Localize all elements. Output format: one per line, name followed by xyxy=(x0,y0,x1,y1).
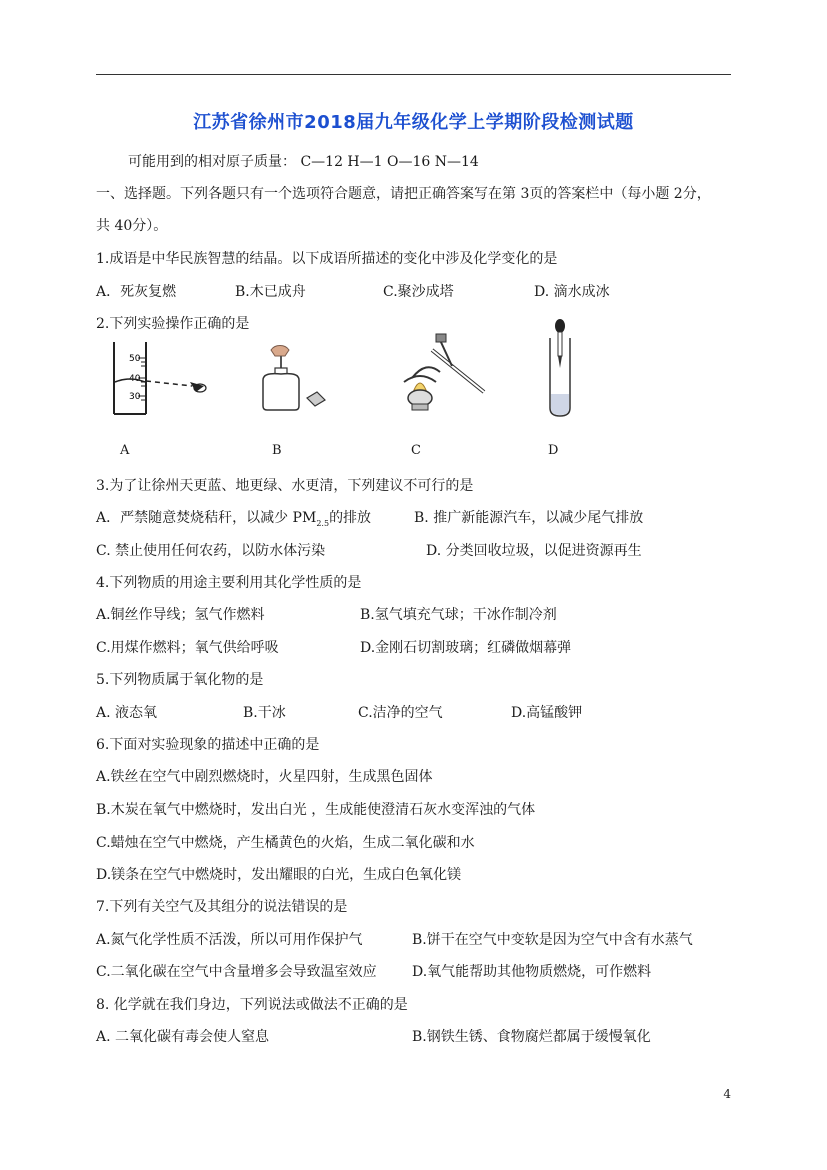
question-stem: 2.下列实验操作正确的是 xyxy=(96,316,250,332)
page-title: 江苏省徐州市2018届九年级化学上学期阶段检测试题 xyxy=(193,112,634,133)
question-stem: 1.成语是中华民族智慧的结晶。以下成语所描述的变化中涉及化学变化的是 xyxy=(96,251,558,267)
figure-label-b: B xyxy=(272,443,282,458)
option-d: D. 滴水成冰 xyxy=(534,284,610,300)
dropper-figure xyxy=(540,318,580,418)
section-instructions-cont: 共 40分）。 xyxy=(96,218,168,234)
question-stem: 5.下列物质属于氧化物的是 xyxy=(96,672,264,688)
figure-label-a: A xyxy=(120,443,130,458)
page-number: 4 xyxy=(723,1087,731,1101)
option-d: D.金刚石切割玻璃；红磷做烟幕弹 xyxy=(360,640,572,656)
option-d: D.氧气能帮助其他物质燃烧，可作燃料 xyxy=(412,964,652,980)
alcohol-lamp-figure xyxy=(255,342,335,414)
option-d: D. 分类回收垃圾，以促进资源再生 xyxy=(426,543,642,559)
option-b: B.氢气填充气球；干冰作制冷剂 xyxy=(360,607,557,623)
question-stem: 8. 化学就在我们身边，下列说法或做法不正确的是 xyxy=(96,997,408,1013)
atomic-mass-line: 可能用到的相对原子质量： C—12 H—1 O—16 N—14 xyxy=(128,154,479,170)
option-a: A.铜丝作导线；氢气作燃料 xyxy=(96,607,265,623)
option-b: B. 推广新能源汽车，以减少尾气排放 xyxy=(414,510,644,526)
option-a: A. 二氧化碳有毒会使人窒息 xyxy=(96,1029,270,1045)
figure-label-d: D xyxy=(548,443,559,458)
option-c: C. 禁止使用任何农药，以防水体污染 xyxy=(96,543,326,559)
header-rule xyxy=(96,74,731,75)
figure-label-c: C xyxy=(411,443,421,458)
question-stem: 6.下面对实验现象的描述中正确的是 xyxy=(96,737,320,753)
option-c: C.洁净的空气 xyxy=(358,705,443,721)
option-c: C.二氧化碳在空气中含量增多会导致温室效应 xyxy=(96,964,377,980)
option-d: D.高锰酸钾 xyxy=(511,705,583,721)
option-a: A.氮气化学性质不活泼，所以可用作保护气 xyxy=(96,932,363,948)
option-a: A．严禁随意焚烧秸秆，以减少 $PM_{2.5}$的排放 xyxy=(96,510,372,528)
tick-label-40: 40 xyxy=(129,374,141,384)
section-instructions: 一、选择题。下列各题只有一个选项符合题意，请把正确答案写在第 3页的答案栏中（每小题 2分， xyxy=(96,186,711,202)
option-a: A．死灰复燃 xyxy=(96,284,177,300)
option-b: B.饼干在空气中变软是因为空气中含有水蒸气 xyxy=(412,932,693,948)
tick-label-50: 50 xyxy=(129,354,141,364)
option-c: C.聚沙成塔 xyxy=(383,284,454,300)
option-c: C.用煤作燃料；氧气供给呼吸 xyxy=(96,640,279,656)
option-a: A. 液态氧 xyxy=(96,705,158,721)
test-tube-heating-figure xyxy=(390,320,490,412)
option-c: C.蜡烛在空气中燃烧，产生橘黄色的火焰，生成二氧化碳和水 xyxy=(96,835,475,851)
question-stem: 4.下列物质的用途主要利用其化学性质的是 xyxy=(96,575,362,591)
option-d: D.镁条在空气中燃烧时，发出耀眼的白光，生成白色氧化镁 xyxy=(96,867,462,883)
tick-label-30: 30 xyxy=(129,392,141,402)
option-b: B.木已成舟 xyxy=(235,284,306,300)
option-b: B.干冰 xyxy=(243,705,286,721)
option-a: A.铁丝在空气中剧烈燃烧时，火星四射，生成黑色固体 xyxy=(96,769,433,785)
option-b: B.钢铁生锈、食物腐烂都属于缓慢氧化 xyxy=(412,1029,651,1045)
question-stem: 3.为了让徐州天更蓝、地更绿、水更清，下列建议不可行的是 xyxy=(96,478,474,494)
question-stem: 7.下列有关空气及其组分的说法错误的是 xyxy=(96,899,348,915)
option-b: B.木炭在氧气中燃烧时，发出白光 ，生成能使澄清石灰水变浑浊的气体 xyxy=(96,802,536,818)
cylinder-reading-figure xyxy=(108,340,218,418)
